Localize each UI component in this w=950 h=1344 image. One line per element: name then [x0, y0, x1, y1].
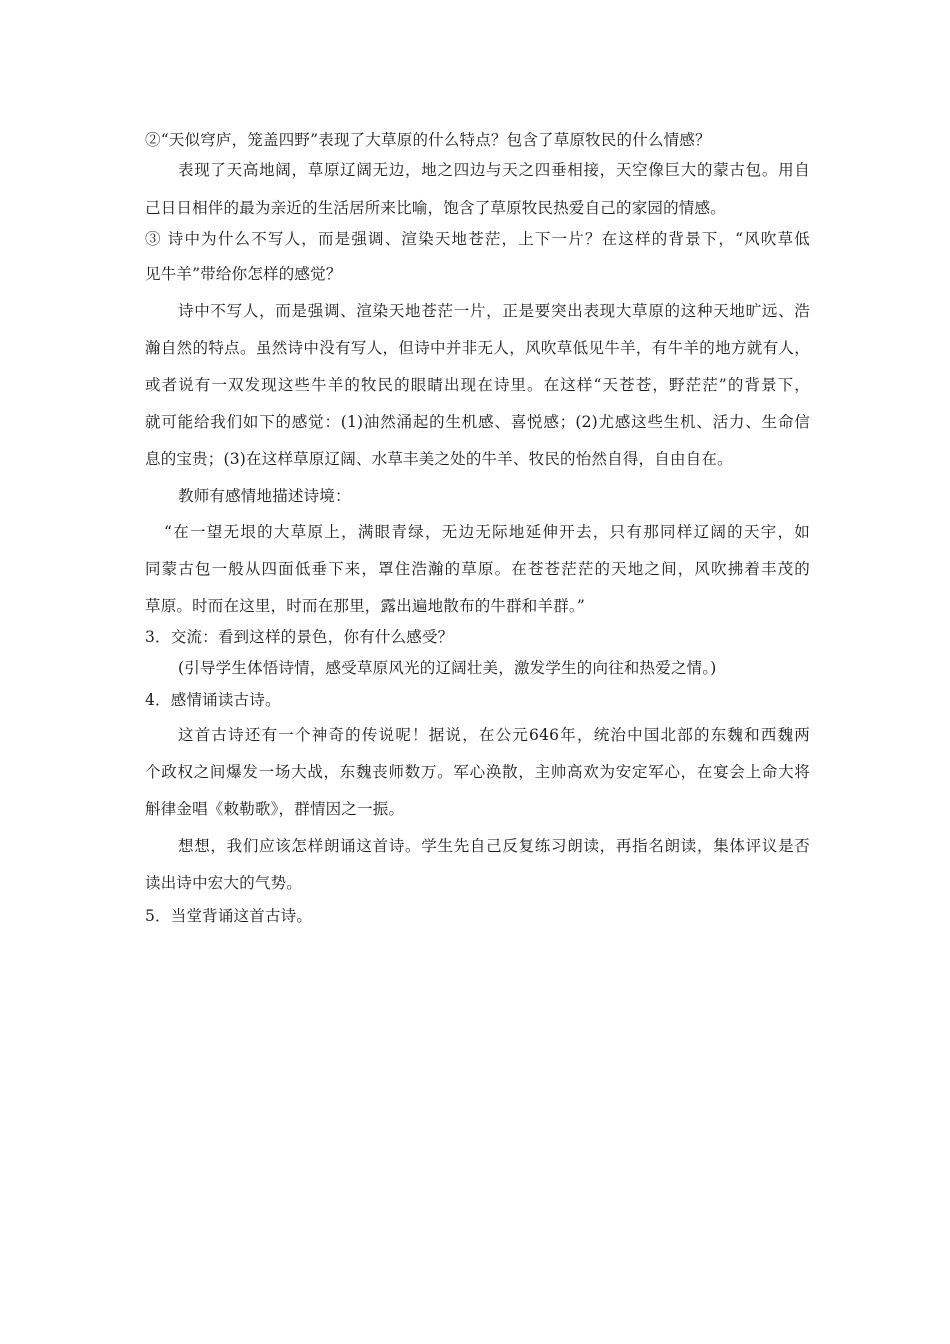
answer-3-line-2: 瀚自然的特点。虽然诗中没有写人，但诗中并非无人，风吹草低见牛羊，有牛羊的地方就有人，	[145, 339, 810, 357]
poem-scene-line-3: 草原。时而在这里，时而在那里，露出遍地散布的牛群和羊群。”	[145, 597, 585, 615]
reading-instruction-line-2: 读出诗中宏大的气势。	[145, 874, 303, 892]
poem-scene-line-2: 同蒙古包一般从四面低垂下来，罩住浩瀚的草原。在苍苍茫茫的天地之间，风吹拂着丰茂的	[145, 560, 810, 578]
answer-2-line-1: 表现了天高地阔，草原辽阔无边，地之四边与天之四垂相接，天空像巨大的蒙古包。用自	[178, 161, 810, 179]
answer-2-line-2: 己日日相伴的最为亲近的生活居所来比喻，饱含了草原牧民热爱自己的家园的情感。	[145, 199, 726, 217]
teacher-description-heading: 教师有感情地描述诗境：	[178, 487, 351, 505]
reading-instruction-line-1: 想想，我们应该怎样朗诵这首诗。学生先自己反复练习朗读，再指名朗读，集体评议是否	[178, 837, 810, 855]
step-4-heading: 4．感情诵读古诗。	[145, 691, 281, 709]
step-3-guidance: (引导学生体悟诗情，感受草原风光的辽阔壮美，激发学生的向往和热爱之情。)	[178, 659, 717, 677]
question-3-line-1: ③ 诗中为什么不写人，而是强调、渲染天地苍茫，上下一片？在这样的背景下，“风吹草低	[145, 230, 810, 248]
step-3-heading: 3．交流：看到这样的景色，你有什么感受？	[145, 628, 454, 646]
step-5-heading: 5．当堂背诵这首古诗。	[145, 907, 313, 925]
question-2-text: ②“天似穹庐，笼盖四野”表现了大草原的什么特点？包含了草原牧民的什么情感？	[145, 131, 711, 149]
question-3-line-2: 见牛羊”带给你怎样的感觉？	[145, 265, 342, 283]
poem-scene-line-1: “在一望无垠的大草原上，满眼青绿，无边无际地延伸开去，只有那同样辽阔的天宇，如	[164, 523, 810, 541]
answer-3-line-5: 息的宝贵；(3)在这样草原辽阔、水草丰美之处的牛羊、牧民的怡然自得，自由自在。	[145, 450, 733, 468]
answer-3-line-4: 就可能给我们如下的感觉：(1)油然涌起的生机感、喜悦感；(2)尤感这些生机、活力、生命信	[145, 413, 810, 431]
answer-3-line-3: 或者说有一双发现这些牛羊的牧民的眼睛出现在诗里。在这样“天苍苍，野茫茫”的背景下，	[145, 376, 810, 394]
answer-3-line-1: 诗中不写人，而是强调、渲染天地苍茫一片，正是要突出表现大草原的这种天地旷远、浩	[178, 302, 810, 320]
legend-line-1: 这首古诗还有一个神奇的传说呢！据说，在公元646年，统治中国北部的东魏和西魏两	[178, 726, 810, 744]
legend-line-3: 斛律金唱《敕勒歌》，群情因之一振。	[145, 800, 405, 818]
legend-line-2: 个政权之间爆发一场大战，东魏丧师数万。军心涣散，主帅高欢为安定军心，在宴会上命大将	[145, 763, 810, 781]
